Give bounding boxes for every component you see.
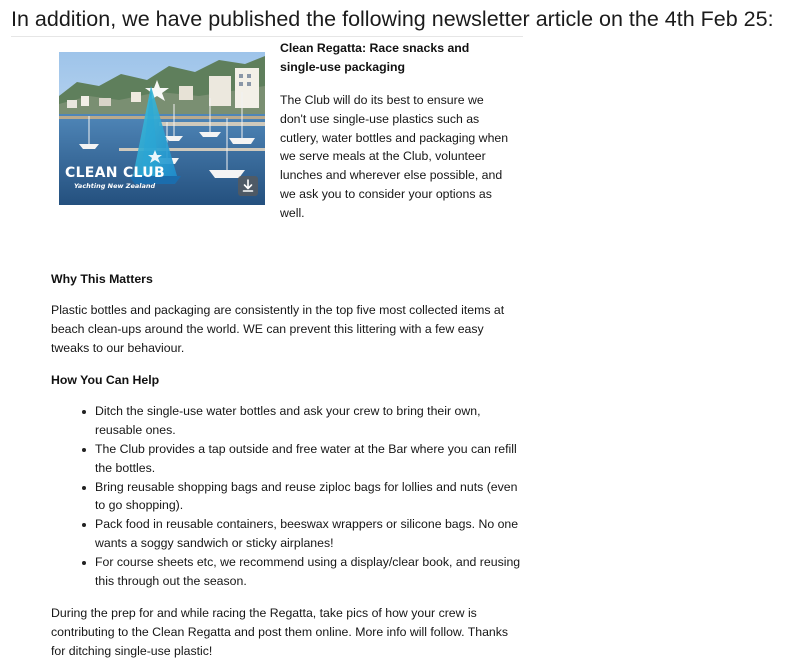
- list-item: [95, 478, 521, 516]
- why-heading: Why This Matters: [51, 272, 153, 286]
- list-item-text: For course sheets etc, we recommend using a display/clear book, and reusing this through out the season.: [95, 554, 521, 588]
- article-image[interactable]: [59, 52, 265, 205]
- help-heading: How You Can Help: [51, 373, 160, 388]
- bullet-icon: [82, 410, 86, 414]
- list-item-text: Pack food in reusable containers, beeswax wrappers or silicone bags. No one wants a soggy sandwich or sticky airplanes!: [95, 517, 519, 550]
- list-item: [95, 515, 521, 553]
- article-header: [280, 39, 510, 223]
- marina-photo: [59, 52, 265, 205]
- list-item: [95, 553, 521, 591]
- list-item-text: The Club provides a tap outside and free water at the Bar where you can refill the bottles.: [95, 441, 517, 475]
- bullet-icon: [82, 561, 86, 565]
- article-lead: The Club will do its best to ensure we don't use single-use plastics such as cutlery, water bottles and packaging when we serve meals at the Club, volunteer lunches and wherever else possible, and we ask you to consider your options as well.: [280, 93, 509, 220]
- bullet-icon: [82, 523, 86, 527]
- divider: [11, 36, 523, 37]
- article-title: Clean Regatta: Race snacks and single-use packaging: [280, 41, 470, 74]
- list-item: [95, 440, 521, 478]
- bullet-icon: [82, 486, 86, 490]
- logo-subtext: Yachting New Zealand: [74, 182, 156, 190]
- article-body: [51, 270, 521, 661]
- list-item: [95, 402, 521, 440]
- intro-text: In addition, we have published the following newsletter article on the 4th Feb 25:: [11, 7, 774, 31]
- logo-text: CLEAN CLUB: [65, 165, 165, 181]
- list-item-text: Ditch the single-use water bottles and ask your crew to bring their own, reusable ones.: [95, 404, 481, 438]
- help-list: [51, 402, 521, 590]
- list-item-text: Bring reusable shopping bags and reuse ziploc bags for lollies and nuts (even to go shopping).: [95, 479, 518, 513]
- bullet-icon: [82, 448, 86, 452]
- why-body: Plastic bottles and packaging are consistently in the top five most collected items at beach clean-ups around the world. WE can prevent this littering with a few easy tweaks to our behaviour.: [51, 303, 505, 355]
- download-button[interactable]: [238, 176, 258, 196]
- closing-text: During the prep for and while racing the Regatta, take pics of how your crew is contributing to the Clean Regatta and post them online. More info will follow. Thanks for ditching single-use plastic!: [51, 606, 509, 658]
- download-icon: [238, 176, 258, 196]
